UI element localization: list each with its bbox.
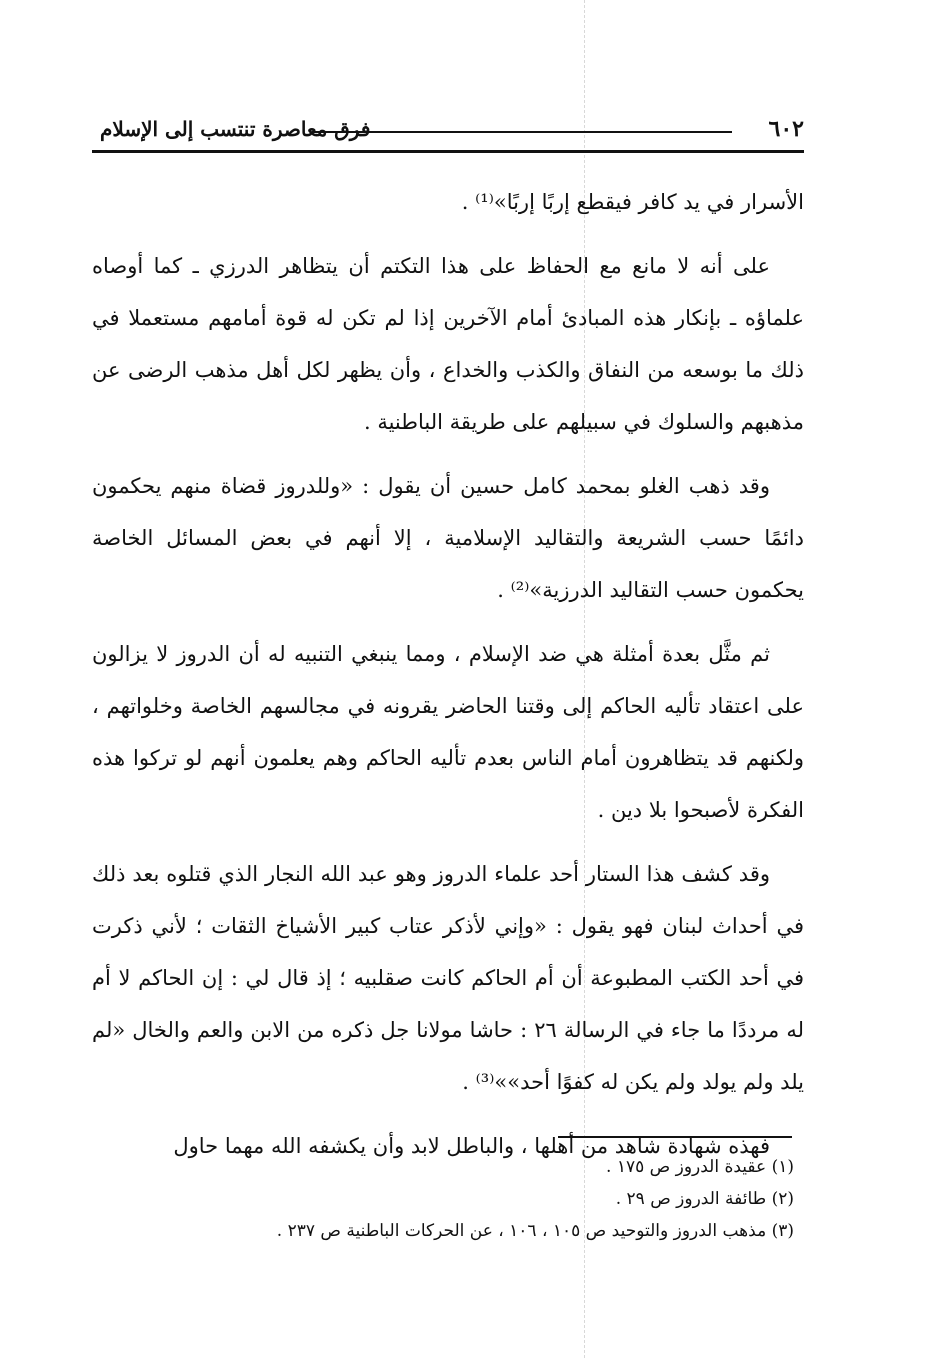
page-header	[92, 112, 804, 148]
footnote-1: (١) عقيدة الدروز ص ١٧٥ .	[606, 1157, 794, 1177]
header-dash	[314, 131, 732, 133]
paragraph: وقد كشف هذا الستار أحد علماء الدروز وهو عبد الله النجار الذي قتلوه بعد ذلك في أحداث لبنان فهو يقول : «وإني لأذكر عتاب كبير الأشياخ الثقات ؛ لأني ذكرت في أحد الكتب المطبوعة أن أم الحاكم كانت صقلبيه ؛ إذ قال لي : إن الحاكم لا أم له مرددًا ما جاء في الرسالة ٢٦ : حاشا مولانا جل ذكره من الابن والعم والخال «لم يلد ولم يولد ولم يكن له كفوًا أحد»»⁽³⁾ .	[92, 862, 804, 1094]
header-rule	[92, 150, 804, 153]
footnotes	[180, 1152, 794, 1248]
paragraph: على أنه لا مانع مع الحفاظ على هذا التكتم أن يتظاهر الدرزي ـ كما أوصاه علماؤه ـ بإنكار هذه المبادئ أمام الآخرين إذا لم تكن له قوة أمامهم مستعملا في ذلك ما بوسعه من النفاق والكذب والخداع ، وأن يظهر لكل أهل مذهب الرضى عن مذهبهم والسلوك في سبيلهم على طريقة الباطنية .	[92, 254, 804, 434]
page-number: ٦٠٢	[768, 116, 804, 142]
running-title: فرق معاصرة تنتسب إلى الإسلام	[100, 117, 371, 141]
paragraph-continuation: الأسرار في يد كافر فيقطع إربًا إربًا»⁽¹⁾ .	[461, 190, 804, 214]
footnote-rule	[558, 1136, 792, 1138]
paragraph: ثم مثَّل بعدة أمثلة هي ضد الإسلام ، ومما ينبغي التنبيه له أن الدروز لا يزالون على اعتقاد تأليه الحاكم إلى وقتنا الحاضر يقرونه في مجالسهم الخاصة وخلواتهم ، ولكنهم قد يتظاهرون أمام الناس بعدم تأليه الحاكم وهم يعلمون أنهم لو تركوا هذه الفكرة لأصبحوا بلا دين .	[92, 642, 804, 822]
paragraph: فهذه شهادة شاهد من أهلها ، والباطل لابد وأن يكشفه الله مهما حاول	[173, 1134, 770, 1158]
body-text	[92, 176, 804, 1184]
paragraph: وقد ذهب الغلو بمحمد كامل حسين أن يقول : «وللدروز قضاة منهم يحكمون دائمًا حسب الشريعة والتقاليد الإسلامية ، إلا أنهم في بعض المسائل الخاصة يحكمون حسب التقاليد الدرزية»⁽²⁾ .	[92, 474, 804, 602]
footnote-2: (٢) طائفة الدروز ص ٢٩ .	[615, 1189, 794, 1209]
footnote-3: (٣) مذهب الدروز والتوحيد ص ١٠٥ ، ١٠٦ ، عن الحركات الباطنية ص ٢٣٧ .	[276, 1221, 794, 1241]
